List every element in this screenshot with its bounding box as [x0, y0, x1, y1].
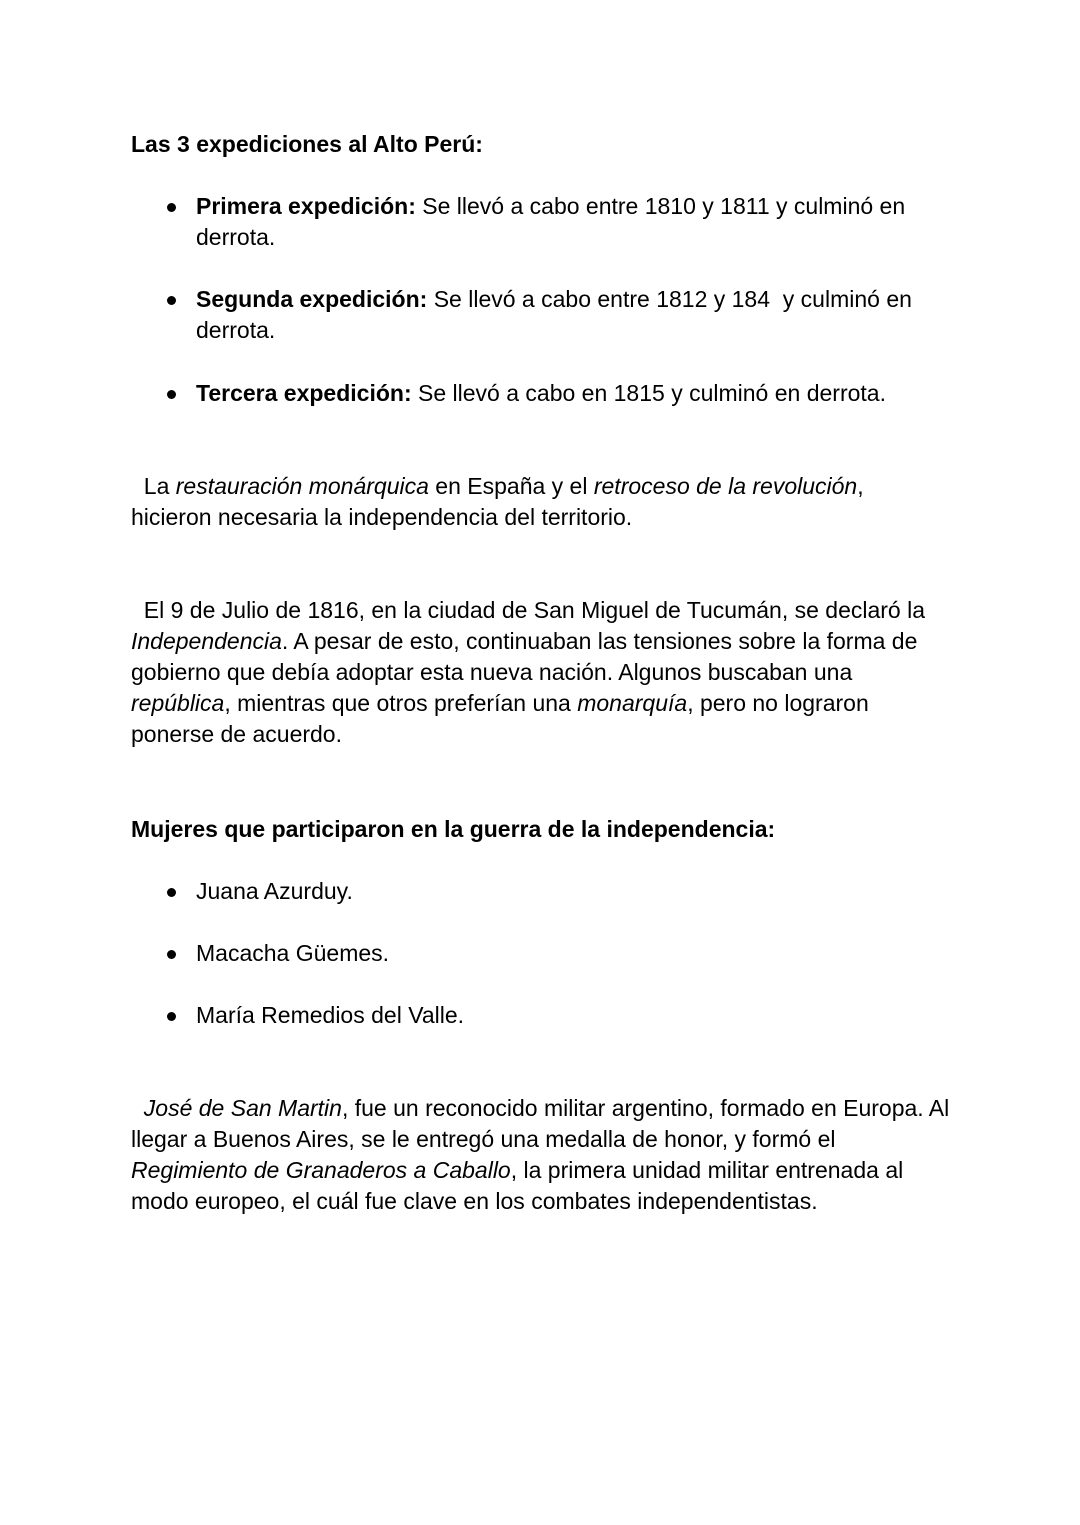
- section-heading-mujeres: Mujeres que participaron en la guerra de la independencia:: [131, 816, 776, 842]
- paragraph-san-martin: [131, 1093, 956, 1217]
- italic-text: retroceso de la revolución: [593, 473, 858, 499]
- item-text: Se llevó a cabo entre 1812 y 184 y culminó en derrota.: [196, 286, 919, 343]
- list-item: María Remedios del Valle.: [196, 1000, 956, 1031]
- text: [131, 1095, 144, 1121]
- item-text: Se llevó a cabo entre 1810 y 1811 y culminó en derrota.: [196, 193, 906, 250]
- text: . A pesar de esto, continuaban las tensiones sobre la forma de gobierno que debía adoptar esta nueva nación. Algunos buscaban una: [131, 628, 924, 685]
- italic-text: república: [131, 690, 225, 716]
- text: , la primera unidad militar entrenada al modo europeo, el cuál fue clave en los combates independentistas.: [131, 1157, 910, 1214]
- italic-text: Independencia: [131, 628, 282, 654]
- item-text: Se llevó a cabo en 1815 y culminó en derrota.: [411, 380, 886, 406]
- list-item: [196, 284, 956, 346]
- italic-text: monarquía: [577, 690, 688, 716]
- list-item: Macacha Güemes.: [196, 938, 956, 969]
- text: , fue un reconocido militar argentino, formado en Europa. Al llegar a Buenos Aires, se le entregó una medalla de honor, y formó el: [131, 1095, 956, 1152]
- text: El 9 de Julio de 1816, en la ciudad de San Miguel de Tucumán, se declaró la: [131, 597, 932, 623]
- text: La: [131, 473, 176, 499]
- list-item: Juana Azurduy.: [196, 876, 956, 907]
- text: en España y el: [428, 473, 594, 499]
- italic-text: Regimiento de Granaderos a Caballo: [131, 1157, 511, 1183]
- list-item: [196, 191, 956, 253]
- item-label: Tercera expedición:: [196, 380, 412, 406]
- paragraph-independencia: [131, 595, 956, 750]
- text: , mientras que otros preferían una: [224, 690, 578, 716]
- italic-text: restauración monárquica: [175, 473, 429, 499]
- paragraph-restauracion: [131, 471, 891, 533]
- section-heading-expediciones: Las 3 expediciones al Alto Perú:: [131, 131, 483, 157]
- text: , pero no lograron ponerse de acuerdo.: [131, 690, 876, 747]
- item-label: Primera expedición:: [196, 193, 416, 219]
- italic-text: José de San Martin: [143, 1095, 342, 1121]
- item-label: Segunda expedición:: [196, 286, 428, 312]
- list-item: [196, 378, 956, 409]
- text: , hicieron necesaria la independencia del territorio.: [131, 473, 871, 530]
